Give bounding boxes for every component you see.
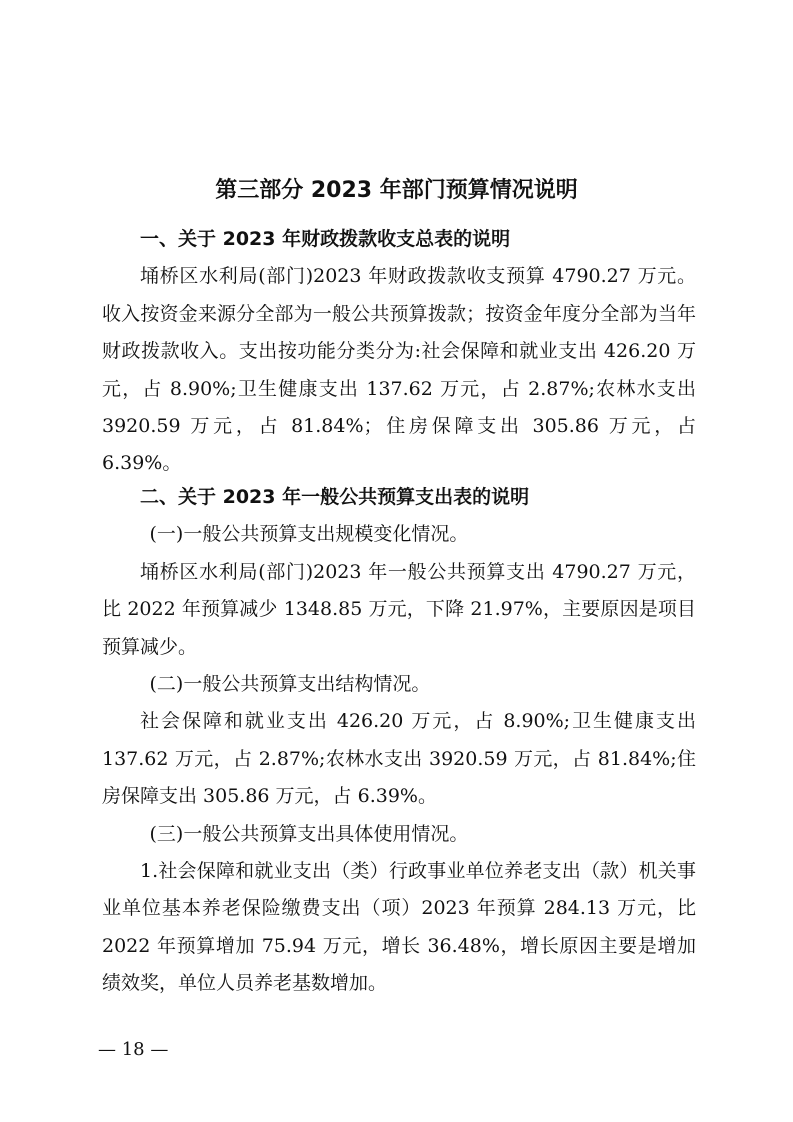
subsection-3-paragraph: 1.社会保障和就业支出（类）行政事业单位养老支出（款）机关事业单位基本养老保险缴费支出（项）2023 年预算 284.13 万元，比 2022 年预算增加 75.94 万元，增长 36.48%，增长原因主要是增加绩效奖，单位人员养老基数增加。 — [102, 860, 696, 995]
subsection-3-heading: (三)一般公共预算支出具体使用情况。 — [149, 822, 469, 845]
section-1-paragraph: 埇桥区水利局(部门)2023 年财政拨款收支预算 4790.27 万元。收入按资金来源分全部为一般公共预算拨款；按资金年度分全部为当年财政拨款收入。支出按功能分类分为:社会保障和就业支出 426.20 万元，占 8.90%;卫生健康支出 137.62 万元，占 2.87%;农林水支出 3920.59 万元，占 81.84%；住房保障支出 305.86 万元，占 6.39%。 — [102, 265, 696, 475]
subsection-1-heading: (一)一般公共预算支出规模变化情况。 — [149, 523, 469, 546]
page-number: — 18 — — [98, 1039, 169, 1060]
section-2 — [102, 479, 696, 1003]
subsection-2-paragraph: 社会保障和就业支出 426.20 万元，占 8.90%;卫生健康支出 137.62 万元，占 2.87%;农林水支出 3920.59 万元，占 81.84%;住房保障支出 305.86 万元，占 6.39%。 — [102, 710, 696, 808]
subsection-1-paragraph: 埇桥区水利局(部门)2023 年一般公共预算支出 4790.27 万元，比 2022 年预算减少 1348.85 万元，下降 21.97%，主要原因是项目预算减少。 — [102, 560, 696, 658]
section-1-heading: 一、关于 2023 年财政拨款收支总表的说明 — [140, 228, 511, 250]
subsection-2-heading: (二)一般公共预算支出结构情况。 — [149, 673, 431, 696]
section-1 — [102, 221, 696, 483]
page-title: 第三部分 2023 年部门预算情况说明 — [215, 178, 578, 203]
section-2-heading: 二、关于 2023 年一般公共预算支出表的说明 — [140, 486, 530, 508]
